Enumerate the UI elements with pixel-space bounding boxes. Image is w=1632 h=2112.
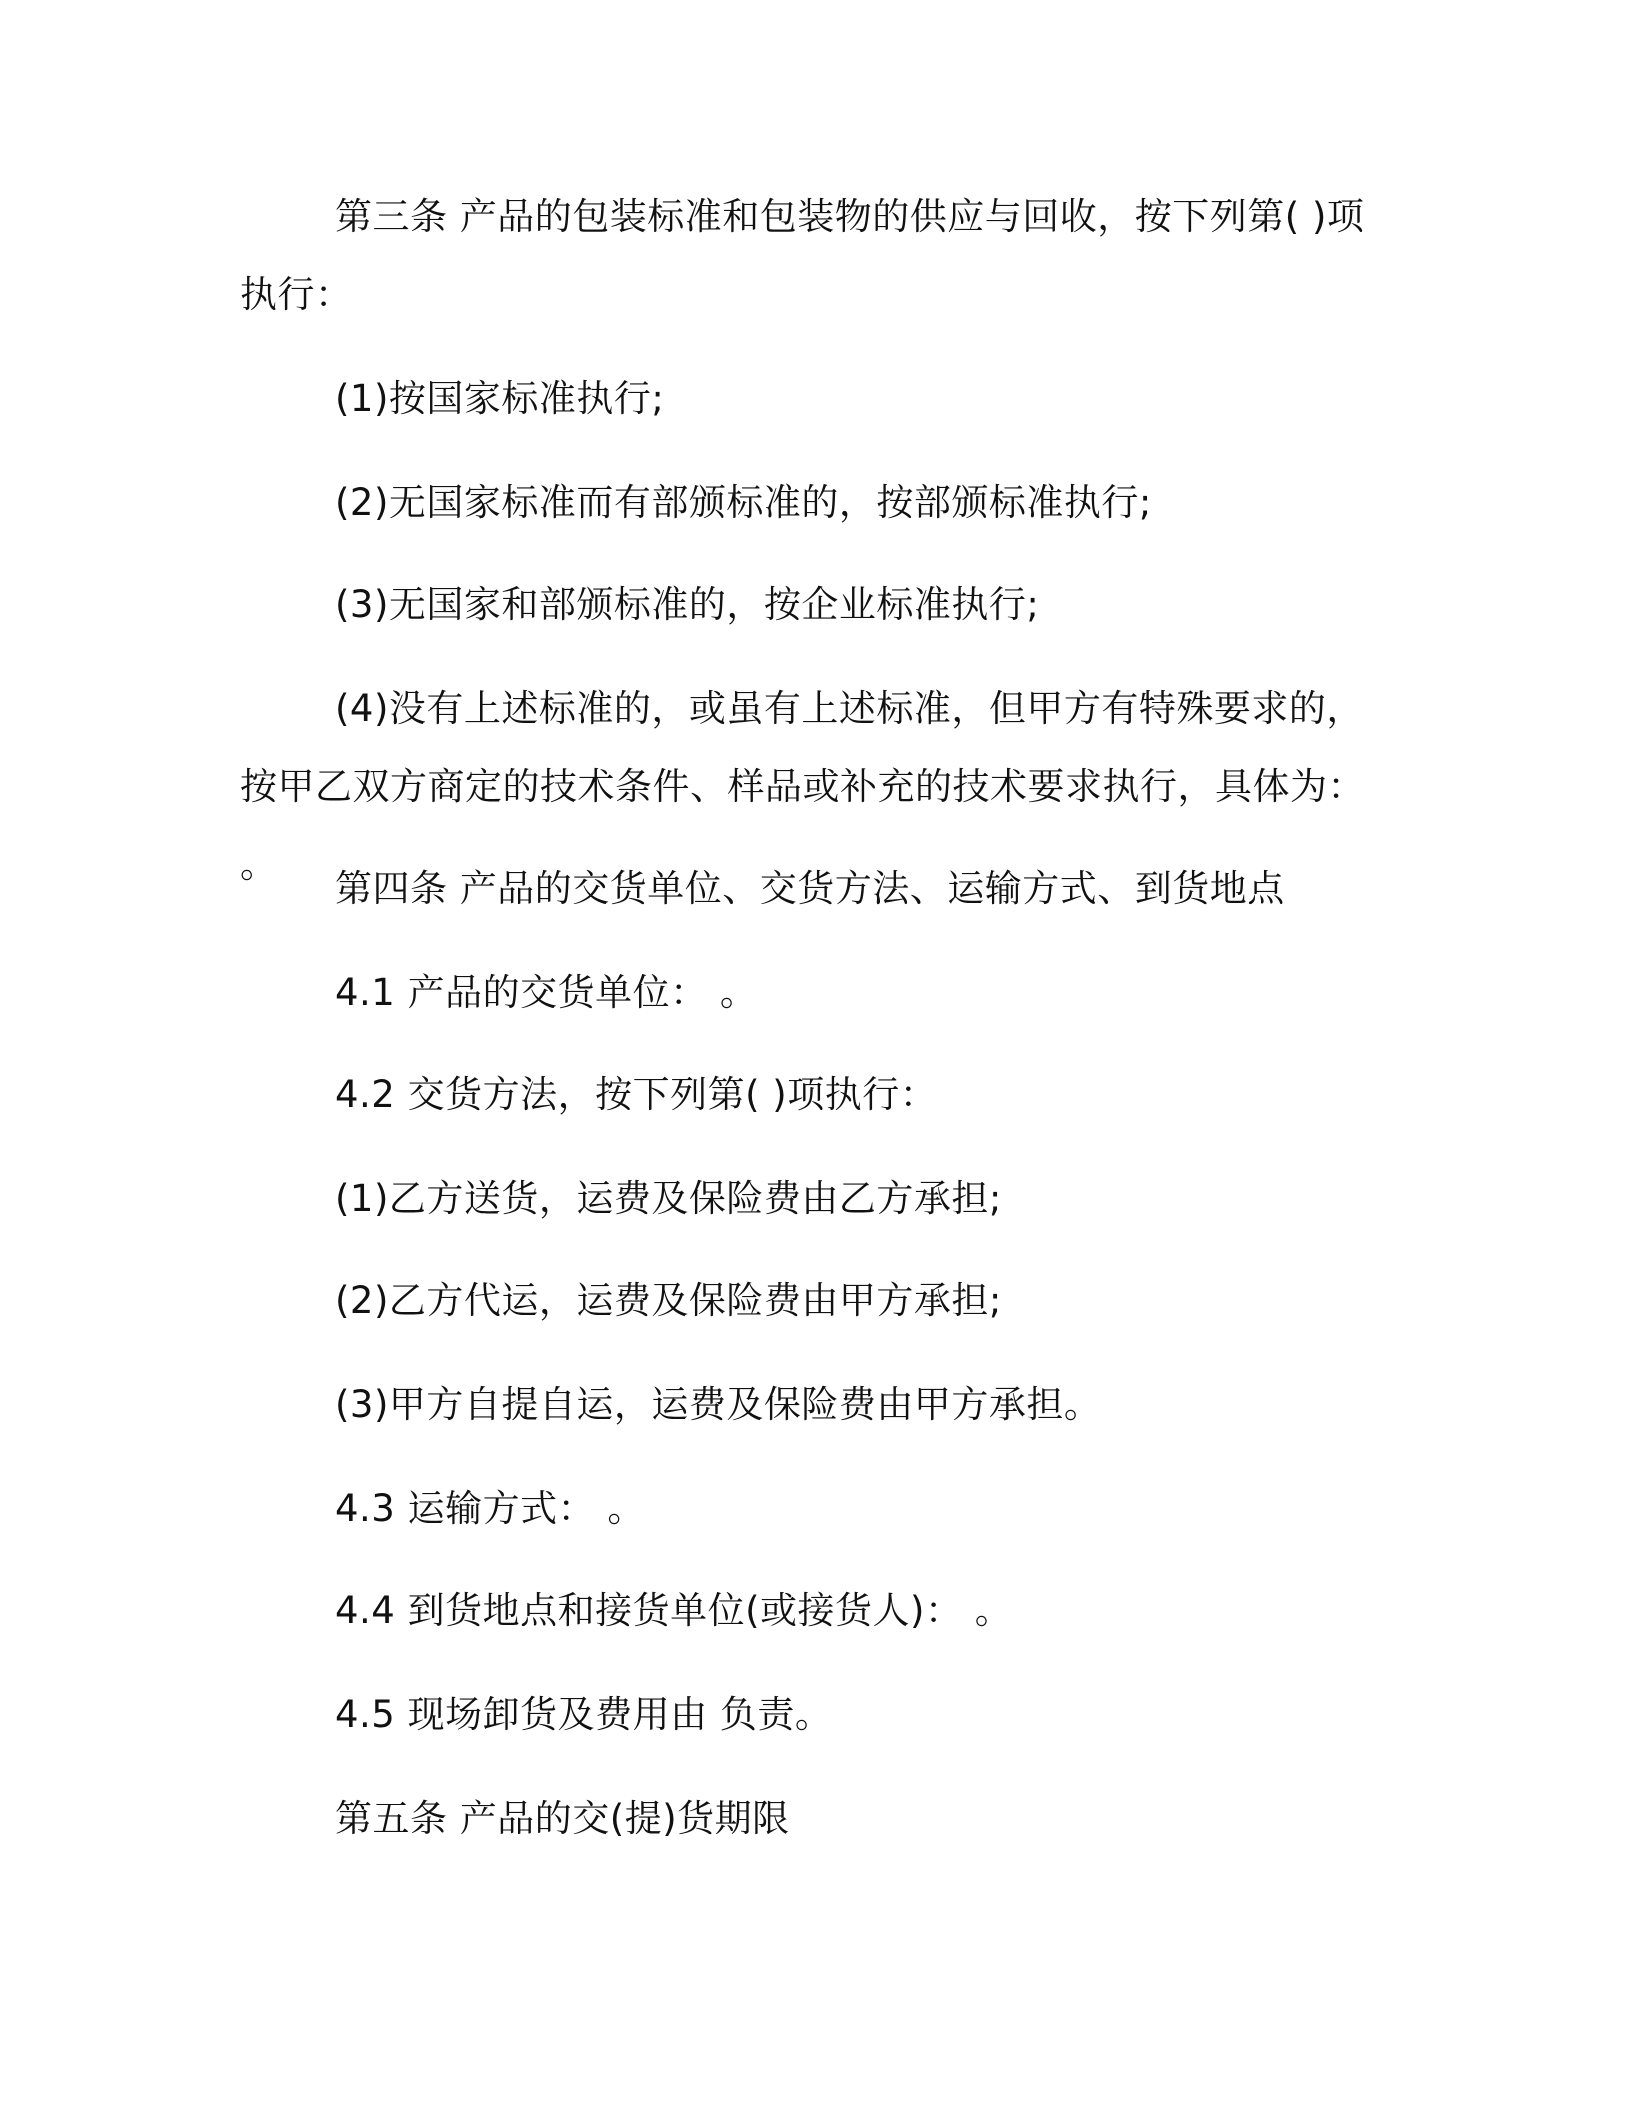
clause-4-5: 4.5 现场卸货及费用由 负责。: [335, 1693, 833, 1736]
article-4-heading: 第四条 产品的交货单位、交货方法、运输方式、到货地点: [335, 867, 1285, 910]
clause-4-1: 4.1 产品的交货单位： 。: [335, 971, 758, 1014]
clause-4-2-option-2: (2)乙方代运，运费及保险费由甲方承担;: [335, 1279, 1002, 1322]
article-3-item-4: (4)没有上述标准的，或虽有上述标准，但甲方有特殊要求的，按甲乙双方商定的技术条件、样品或补充的技术要求执行，具体为： 。: [240, 687, 1365, 886]
clause-4-3: 4.3 运输方式： 。: [335, 1487, 645, 1530]
clause-4-2-option-3: (3)甲方自提自运，运费及保险费由甲方承担。: [335, 1383, 1102, 1426]
clause-4-4: 4.4 到货地点和接货单位(或接货人)： 。: [335, 1589, 1013, 1632]
article-3-item-1: (1)按国家标准执行;: [335, 377, 665, 420]
article-5-heading: 第五条 产品的交(提)货期限: [335, 1797, 790, 1840]
clause-4-2-option-1: (1)乙方送货，运费及保险费由乙方承担;: [335, 1177, 1002, 1220]
clause-4-2: 4.2 交货方法，按下列第( )项执行：: [335, 1073, 938, 1116]
article-3-item-2: (2)无国家标准而有部颁标准的，按部颁标准执行;: [335, 481, 1152, 524]
article-3-item-3: (3)无国家和部颁标准的，按企业标准执行;: [335, 583, 1040, 626]
article-3-heading: 第三条 产品的包装标准和包装物的供应与回收，按下列第( )项执行：: [240, 195, 1365, 316]
